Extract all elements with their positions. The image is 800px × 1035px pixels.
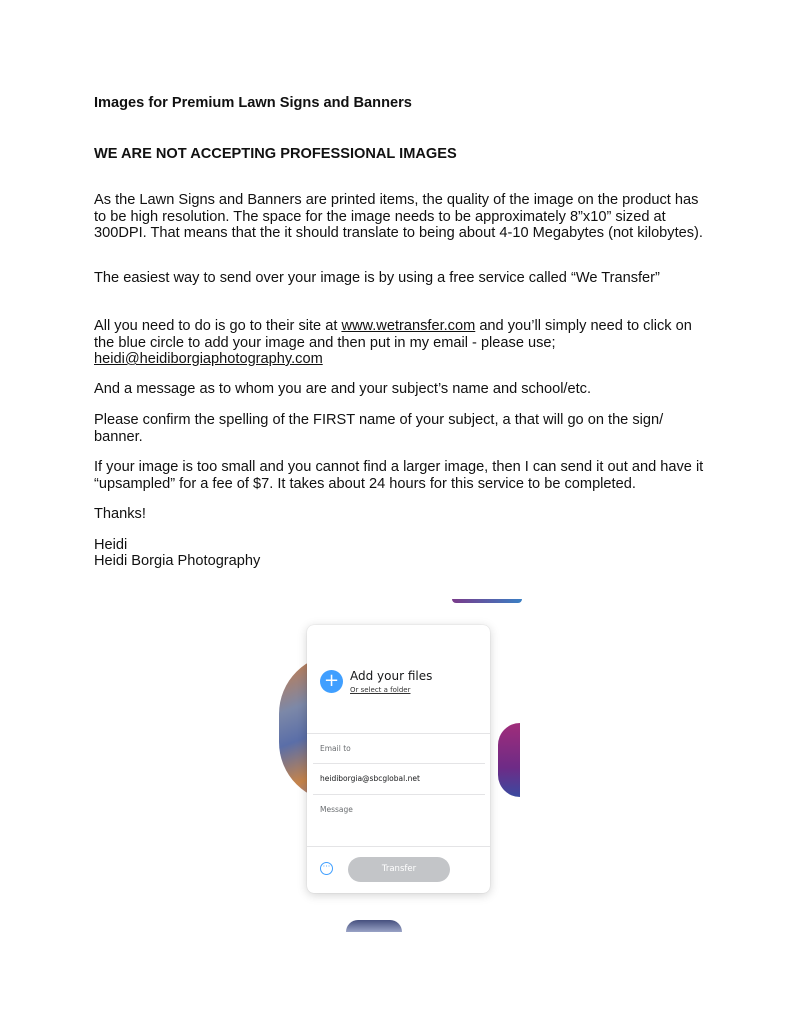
email-link[interactable]: heidi@heidiborgiaphotography.com (94, 351, 323, 367)
divider (313, 794, 485, 795)
paragraph-message: And a message as to whom you are and your subject’s name and school/etc. (94, 381, 592, 397)
wetransfer-screenshot (270, 590, 540, 940)
upload-card (307, 625, 490, 893)
plus-icon[interactable]: + (320, 670, 343, 693)
instructions-text-2: and you’ll simply need to click on the blue circle to add your image and then put in my email - please use; (94, 318, 692, 351)
paragraph-confirm-spelling: Please confirm the spelling of the FIRST name of your subject, a that will go on the sign/ banner. (94, 412, 664, 445)
notice-heading: WE ARE NOT ACCEPTING PROFESSIONAL IMAGES (94, 146, 457, 162)
paragraph-we-transfer: The easiest way to send over your image is by using a free service called “We Transfer” (94, 270, 660, 286)
paragraph-resolution: As the Lawn Signs and Banners are printed items, the quality of the image on the product has to be high resolution. The space for the image needs to be approximately 8”x10” sized at 300DPI. That means that the it should translate to being about 4-10 Megabytes (not kilobytes). (94, 192, 703, 241)
select-folder-link[interactable]: Or select a folder (350, 686, 411, 694)
transfer-button[interactable]: Transfer (348, 857, 450, 882)
instructions-text-1: All you need to do is go to their site at (94, 318, 342, 334)
add-files-label[interactable]: Add your files (350, 669, 433, 683)
divider (313, 763, 485, 764)
wetransfer-link[interactable]: www.wetransfer.com (341, 318, 476, 334)
email-to-field[interactable]: Email to (320, 744, 351, 753)
email-value-field[interactable]: heidiborgia@sbcglobal.net (320, 774, 420, 783)
signature-company: Heidi Borgia Photography (94, 553, 261, 569)
background-art-bottom (346, 920, 402, 932)
background-art-top (452, 599, 522, 603)
document-title: Images for Premium Lawn Signs and Banners (94, 95, 412, 111)
background-art-right (498, 723, 520, 797)
signature-name: Heidi (94, 537, 128, 553)
more-options-icon[interactable]: ··· (320, 862, 333, 875)
paragraph-instructions (94, 318, 714, 368)
divider (307, 846, 490, 847)
paragraph-upsample: If your image is too small and you cannot find a larger image, then I can send it out and have it “upsampled” for a fee of $7. It takes about 24 hours for this service to be completed. (94, 459, 704, 492)
message-field[interactable]: Message (320, 805, 353, 814)
divider (307, 733, 490, 734)
thanks-text: Thanks! (94, 506, 146, 522)
